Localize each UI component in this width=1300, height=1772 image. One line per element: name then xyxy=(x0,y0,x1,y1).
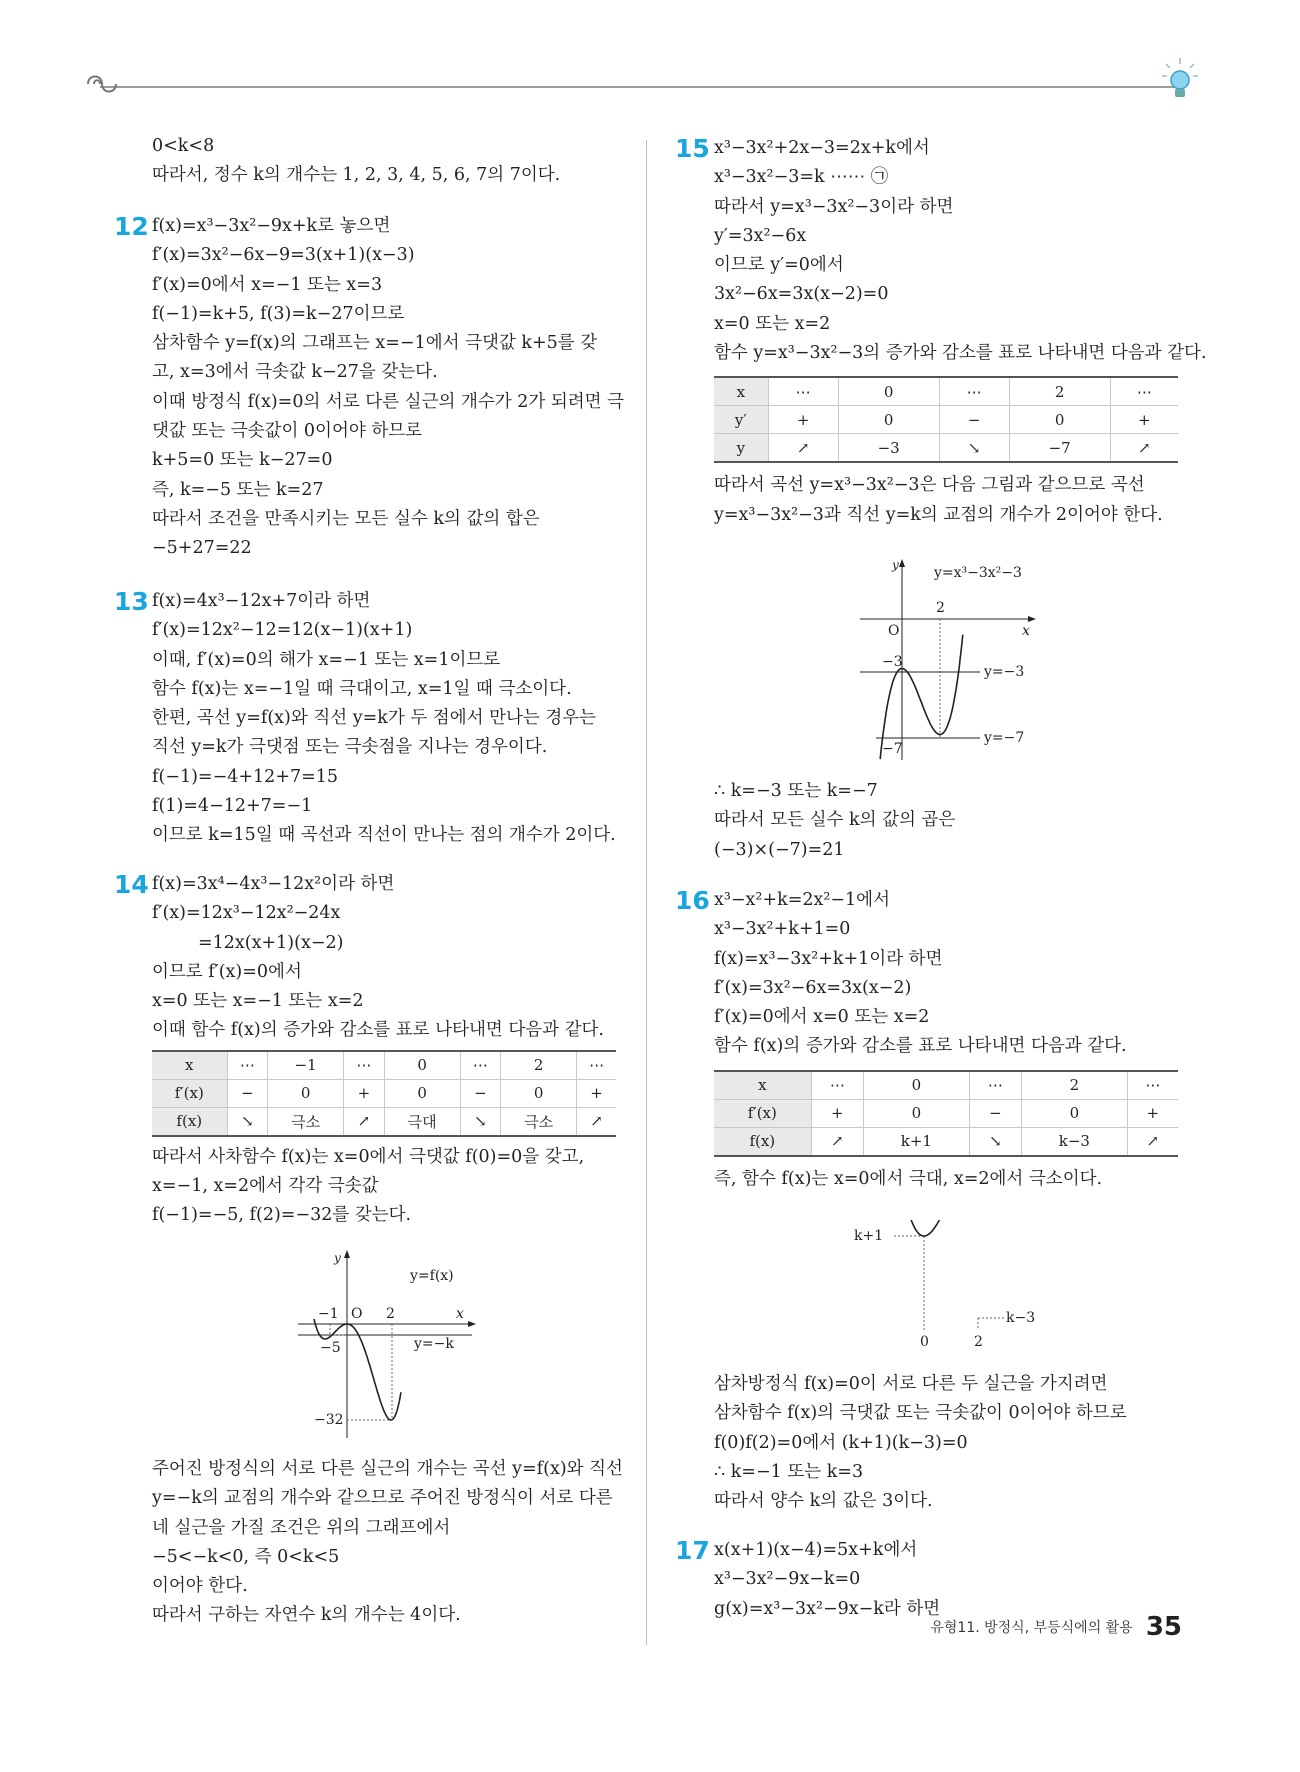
label-line: y=−k xyxy=(414,1336,454,1352)
text-line: 이어야 한다. xyxy=(152,1576,248,1597)
graph-14 xyxy=(290,1248,490,1438)
text-line: 3x²−6x=3x(x−2)=0 xyxy=(714,284,889,305)
text-line: 0<k<8 xyxy=(152,136,215,156)
problem-number-13: 13 xyxy=(114,587,149,616)
label-x2: 2 xyxy=(936,600,945,616)
text-line: f′(x)=3x²−6x−9=3(x+1)(x−3) xyxy=(152,245,415,266)
table-cell: f(x) xyxy=(714,1127,811,1156)
header-rule xyxy=(100,86,1180,88)
table-cell: −3 xyxy=(838,434,939,463)
label-x: x xyxy=(456,1306,464,1322)
solution-15 xyxy=(714,134,1207,530)
text-line: f′(x)=3x²−6x=3x(x−2) xyxy=(714,977,912,998)
solution-14 xyxy=(152,870,616,1231)
label-x: x xyxy=(1022,623,1030,639)
text-line: 삼차방정식 f(x)=0이 서로 다른 두 실근을 가지려면 xyxy=(714,1374,1108,1394)
text-line: x³−3x²+k+1=0 xyxy=(714,919,851,940)
text-line: y=−k의 교점의 개수와 같으므로 주어진 방정식이 서로 다른 xyxy=(152,1488,613,1509)
text-line: ∴ k=−3 또는 k=−7 xyxy=(714,781,878,801)
table-cell: y xyxy=(714,434,768,463)
text-line: 즉, 함수 f(x)는 x=0에서 극대, x=2에서 극소이다. xyxy=(714,1168,1103,1189)
text-line: 따라서 곡선 y=x³−3x²−3은 다음 그림과 같으므로 곡선 xyxy=(714,475,1145,496)
table-cell: x xyxy=(152,1051,227,1080)
paperclip-icon xyxy=(82,70,122,98)
table-cell: 0 xyxy=(838,377,939,406)
problem-number-17: 17 xyxy=(675,1536,710,1565)
label-m5: −5 xyxy=(320,1340,341,1356)
text-line: 삼차함수 f(x)의 극댓값 또는 극솟값이 0이어야 하므로 xyxy=(714,1403,1127,1424)
table-cell: ⋯ xyxy=(1110,377,1178,406)
label-y: y xyxy=(334,1251,341,1265)
text-line: 따라서 y=x³−3x²−3이라 하면 xyxy=(714,196,954,217)
column-divider xyxy=(646,140,647,1645)
text-line: 고, x=3에서 극솟값 k−27을 갖는다. xyxy=(152,362,438,383)
text-line: 직선 y=k가 극댓점 또는 극솟점을 지나는 경우이다. xyxy=(152,737,548,758)
table-cell: + xyxy=(1110,406,1178,434)
text-line: 즉, k=−5 또는 k=27 xyxy=(152,479,324,500)
text-line: 따라서 구하는 자연수 k의 개수는 4이다. xyxy=(152,1605,461,1626)
label-km3: k−3 xyxy=(1006,1310,1036,1326)
text-line: 따라서 사차함수 f(x)는 x=0에서 극댓값 f(0)=0을 갖고, xyxy=(152,1146,585,1167)
table-cell: ↘ xyxy=(969,1127,1021,1156)
label-m32: −32 xyxy=(314,1412,344,1428)
table-cell: 0 xyxy=(501,1079,577,1107)
table-cell: ⋯ xyxy=(969,1071,1021,1100)
table-cell: x xyxy=(714,377,768,406)
table-cell: − xyxy=(939,406,1009,434)
table-row xyxy=(714,1127,1178,1156)
table-cell: ↗ xyxy=(577,1107,616,1136)
text-line: 이때 함수 f(x)의 증가와 감소를 표로 나타내면 다음과 같다. xyxy=(152,1020,604,1041)
label-xm1: −1 xyxy=(318,1306,339,1322)
table-cell: ⋯ xyxy=(1127,1071,1178,1100)
table-cell: + xyxy=(344,1079,385,1107)
label-kp1: k+1 xyxy=(854,1228,884,1244)
table-cell: ↗ xyxy=(768,434,838,463)
text-line: 따라서 양수 k의 값은 3이다. xyxy=(714,1491,933,1512)
table-cell: 0 xyxy=(1009,406,1110,434)
text-line: 이므로 y′=0에서 xyxy=(714,255,844,276)
text-line: x(x+1)(x−4)=5x+k에서 xyxy=(714,1540,918,1560)
text-line: f(−1)=−4+12+7=15 xyxy=(152,766,339,787)
text-line: f(x)=3x⁴−4x³−12x²이라 하면 xyxy=(152,874,395,894)
graph-15 xyxy=(856,555,1066,760)
lightbulb-icon xyxy=(1160,56,1200,102)
solution-13 xyxy=(152,587,616,851)
text-line: f′(x)=0에서 x=0 또는 x=2 xyxy=(714,1007,930,1028)
table-cell: 극소 xyxy=(501,1107,577,1136)
table-cell: ⋯ xyxy=(227,1051,268,1080)
table-cell: − xyxy=(227,1079,268,1107)
label-m7: −7 xyxy=(882,741,903,757)
table-row xyxy=(714,434,1178,463)
table-cell: ↗ xyxy=(344,1107,385,1136)
table-cell: ↗ xyxy=(1110,434,1178,463)
text-line: 따라서 조건을 만족시키는 모든 실수 k의 값의 합은 xyxy=(152,508,540,529)
conclusion-15 xyxy=(714,777,955,865)
label-curve: y=f(x) xyxy=(410,1268,454,1284)
table-row xyxy=(714,377,1178,406)
table-row xyxy=(152,1107,616,1136)
text-line: (−3)×(−7)=21 xyxy=(714,839,845,860)
y-axis-arrow xyxy=(899,559,905,567)
text-line: 함수 f(x)의 증가와 감소를 표로 나타내면 다음과 같다. xyxy=(714,1036,1127,1057)
table-cell: ↗ xyxy=(1127,1127,1178,1156)
table-cell: y′ xyxy=(714,406,768,434)
table-cell: −7 xyxy=(1009,434,1110,463)
table-cell: 극대 xyxy=(384,1107,460,1136)
table-row xyxy=(714,406,1178,434)
label-x2: 2 xyxy=(974,1334,983,1350)
curve-f xyxy=(908,1220,993,1236)
table-cell: x xyxy=(714,1071,811,1100)
table-cell: k−3 xyxy=(1022,1127,1128,1156)
text-line: k+5=0 또는 k−27=0 xyxy=(152,450,333,471)
text-line: x³−3x²−9x−k=0 xyxy=(714,1569,861,1590)
table-row xyxy=(714,1099,1178,1127)
table-cell: 0 xyxy=(384,1051,460,1080)
conclusion-14 xyxy=(152,1455,623,1631)
table-cell: ⋯ xyxy=(344,1051,385,1080)
label-x2: 2 xyxy=(386,1306,395,1322)
text-line: f(x)=4x³−12x+7이라 하면 xyxy=(152,591,371,611)
label-origin: O xyxy=(351,1306,363,1322)
table-cell: 극소 xyxy=(268,1107,344,1136)
label-m3: −3 xyxy=(882,654,903,670)
text-line: 함수 y=x³−3x²−3의 증가와 감소를 표로 나타내면 다음과 같다. xyxy=(714,343,1207,364)
text-line: 함수 f(x)는 x=−1일 때 극대이고, x=1일 때 극소이다. xyxy=(152,678,572,699)
table-row xyxy=(152,1051,616,1080)
table-cell: 0 xyxy=(864,1099,970,1127)
text-line: 따라서 모든 실수 k의 값의 곱은 xyxy=(714,810,956,831)
conclusion-16 xyxy=(714,1370,1127,1516)
text-line: 삼차함수 y=f(x)의 그래프는 x=−1에서 극댓값 k+5를 갖 xyxy=(152,333,598,354)
variation-table-15 xyxy=(714,376,1178,463)
table-cell: ↘ xyxy=(227,1107,268,1136)
solution-16 xyxy=(714,886,1178,1194)
solution-17 xyxy=(714,1536,940,1624)
text-line: f(0)f(2)=0에서 (k+1)(k−3)=0 xyxy=(714,1432,968,1453)
label-x0: 0 xyxy=(920,1334,929,1350)
label-curve: y=x³−3x²−3 xyxy=(934,565,1022,581)
table-cell: − xyxy=(969,1099,1021,1127)
text-line: 따라서, 정수 k의 개수는 1, 2, 3, 4, 5, 6, 7의 7이다. xyxy=(152,165,561,186)
table-cell: + xyxy=(811,1099,863,1127)
text-line: 한편, 곡선 y=f(x)와 직선 y=k가 두 점에서 만나는 경우는 xyxy=(152,708,597,729)
table-cell: ⋯ xyxy=(768,377,838,406)
table-cell: 0 xyxy=(838,406,939,434)
curve-f xyxy=(314,1319,401,1420)
text-line: x=0 또는 x=2 xyxy=(714,313,831,334)
text-line: f(1)=4−12+7=−1 xyxy=(152,796,313,817)
table-cell: f(x) xyxy=(152,1107,227,1136)
text-line: f(−1)=k+5, f(3)=k−27이므로 xyxy=(152,303,405,324)
table-cell: 2 xyxy=(1009,377,1110,406)
pre-solution xyxy=(152,132,560,191)
text-line: f′(x)=12x³−12x²−24x xyxy=(152,903,341,924)
label-origin: O xyxy=(888,623,900,639)
x-axis-arrow xyxy=(1028,616,1036,622)
table-cell: −1 xyxy=(268,1051,344,1080)
table-cell: 0 xyxy=(384,1079,460,1107)
text-line: 이므로 k=15일 때 곡선과 직선이 만나는 점의 개수가 2이다. xyxy=(152,825,616,846)
page-footer xyxy=(930,1612,1182,1642)
text-line: x=−1, x=2에서 각각 극솟값 xyxy=(152,1176,379,1197)
text-line: x³−3x²+2x−3=2x+k에서 xyxy=(714,138,930,158)
table-cell: ⋯ xyxy=(460,1051,501,1080)
table-cell: − xyxy=(460,1079,501,1107)
text-line: x³−x²+k=2x²−1에서 xyxy=(714,890,890,910)
footer-section-title: 유형11. 방정식, 부등식에의 활용 xyxy=(930,1620,1133,1636)
table-cell: 2 xyxy=(501,1051,577,1080)
label-l7: y=−7 xyxy=(984,730,1025,746)
text-line: f′(x)=0에서 x=−1 또는 x=3 xyxy=(152,274,383,295)
text-line: 주어진 방정식의 서로 다른 실근의 개수는 곡선 y=f(x)와 직선 xyxy=(152,1459,623,1479)
label-y: y xyxy=(892,558,899,572)
table-row xyxy=(152,1079,616,1107)
text-line: f(−1)=−5, f(2)=−32를 갖는다. xyxy=(152,1205,412,1226)
text-line: ∴ k=−1 또는 k=3 xyxy=(714,1461,864,1482)
text-line: f(x)=x³−3x²+k+1이라 하면 xyxy=(714,948,943,969)
table-cell: 0 xyxy=(268,1079,344,1107)
table-cell: ⋯ xyxy=(577,1051,616,1080)
variation-table-16 xyxy=(714,1070,1178,1157)
problem-number-16: 16 xyxy=(675,886,710,915)
table-cell: + xyxy=(768,406,838,434)
table-cell: ⋯ xyxy=(939,377,1009,406)
text-line: 네 실근을 가질 조건은 위의 그래프에서 xyxy=(152,1517,451,1538)
table-cell: f′(x) xyxy=(714,1099,811,1127)
page-number: 35 xyxy=(1145,1612,1182,1642)
table-cell: ↗ xyxy=(811,1127,863,1156)
table-row xyxy=(714,1071,1178,1100)
problem-number-15: 15 xyxy=(675,134,710,163)
text-line: y=x³−3x²−3과 직선 y=k의 교점의 개수가 2이어야 한다. xyxy=(714,504,1163,525)
text-line: f(x)=x³−3x²−9x+k로 놓으면 xyxy=(152,216,391,236)
table-cell: ⋯ xyxy=(811,1071,863,1100)
text-line: y′=3x²−6x xyxy=(714,225,807,246)
table-cell: f′(x) xyxy=(152,1079,227,1107)
variation-table-14 xyxy=(152,1050,616,1137)
table-cell: 0 xyxy=(864,1071,970,1100)
graph-16 xyxy=(848,1220,1058,1350)
text-line: 이때, f′(x)=0의 해가 x=−1 또는 x=1이므로 xyxy=(152,649,501,670)
text-line: 댓값 또는 극솟값이 0이어야 하므로 xyxy=(152,421,423,442)
problem-number-12: 12 xyxy=(114,212,149,241)
text-line: 이므로 f′(x)=0에서 xyxy=(152,961,302,982)
table-cell: k+1 xyxy=(864,1127,970,1156)
text-line: −5<−k<0, 즉 0<k<5 xyxy=(152,1546,340,1567)
x-axis-arrow xyxy=(468,1321,476,1327)
table-cell: ↘ xyxy=(939,434,1009,463)
label-l3: y=−3 xyxy=(984,664,1025,680)
problem-number-14: 14 xyxy=(114,870,149,899)
y-axis-arrow xyxy=(344,1250,350,1258)
solution-12 xyxy=(152,212,624,564)
text-line: 이때 방정식 f(x)=0의 서로 다른 실근의 개수가 2가 되려면 극 xyxy=(152,391,625,412)
table-cell: 0 xyxy=(1022,1099,1128,1127)
text-line: −5+27=22 xyxy=(152,538,252,559)
text-line: g(x)=x³−3x²−9x−k라 하면 xyxy=(714,1598,941,1619)
table-cell: ↘ xyxy=(460,1107,501,1136)
table-cell: + xyxy=(577,1079,616,1107)
text-line: f′(x)=12x²−12=12(x−1)(x+1) xyxy=(152,620,413,641)
text-line: x=0 또는 x=−1 또는 x=2 xyxy=(152,991,364,1012)
text-line: =12x(x+1)(x−2) xyxy=(198,932,344,953)
table-cell: + xyxy=(1127,1099,1178,1127)
text-line: x³−3x²−3=k ⋯⋯ ㉠ xyxy=(714,167,889,188)
table-cell: 2 xyxy=(1022,1071,1128,1100)
